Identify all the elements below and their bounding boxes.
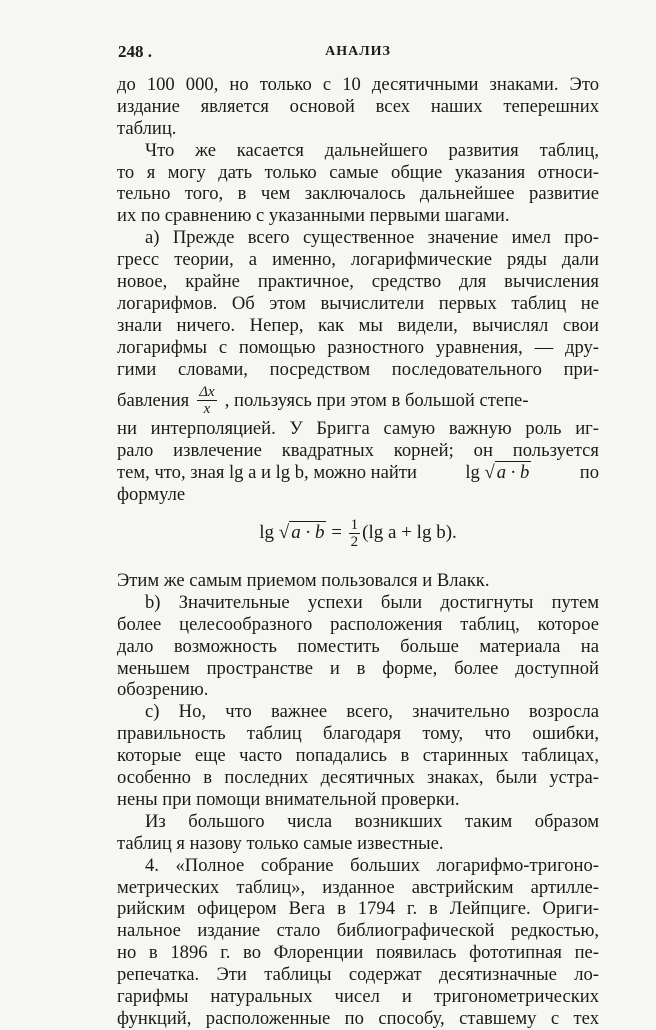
formula-equals: =: [331, 522, 342, 544]
text-line: гарифмы натуральных чисел и тригонометрических: [117, 985, 599, 1007]
text-line: гими словами, посредством последовательного при-: [117, 358, 599, 380]
text-line: обозрению.: [117, 679, 209, 701]
text-line: правильность таблиц благодаря тому, что ошибки,: [117, 723, 599, 745]
text-line: тельно того, в чем заключалось дальнейшее развитие: [117, 183, 599, 205]
page-header: [118, 42, 598, 66]
text-line: рийским офицером Вега в 1794 г. в Лейпциге. Ориги-: [117, 898, 599, 920]
text-line: логарифмы с помощью разностного уравнения, — дру-: [117, 336, 599, 358]
text-line-with-root: [117, 462, 599, 484]
page-number: 248 .: [118, 42, 152, 61]
text-line: 4. «Полное собрание больших логарифмо-тригоно-: [145, 854, 599, 876]
text-line: до 100 000, но только с 10 десятичными знаками. Это: [117, 74, 599, 95]
formula-rhs: (lg a + lg b).: [362, 522, 457, 544]
body-text: [117, 74, 599, 1030]
delta-x-fraction: [197, 384, 216, 417]
text-line: формуле: [117, 484, 186, 506]
formula-fraction: $\frac{1}{2}$: [350, 516, 359, 550]
running-head: АНАЛИЗ: [325, 44, 391, 59]
text-fragment: , пользуясь при этом в большой степе-: [224, 389, 529, 411]
text-line: новое, крайне практичное, средство для вычисления: [117, 271, 599, 293]
text-line: которые еще часто попадались в старинных таблицах,: [117, 745, 599, 767]
text-line: меньшем пространстве и в форме, более доступной: [117, 657, 599, 679]
text-line: нены при помощи внимательной проверки.: [117, 788, 460, 810]
text-line: нальное издание стало библиографической редкостью,: [117, 920, 599, 942]
text-line: Из большого числа возникших таким образом: [145, 810, 599, 832]
text-line: знали ничего. Непер, как мы видели, вычислял свои: [117, 314, 599, 336]
text-line-with-fraction: [117, 382, 599, 418]
text-fragment: тем, что, зная lg a и lg b, можно найти: [117, 462, 417, 484]
text-line: рало извлечение квадратных корней; он пользуется: [117, 440, 599, 462]
text-line: гресс теории, а именно, логарифмические ряды дали: [117, 249, 599, 271]
display-formula: [117, 510, 599, 556]
text-line: метрических таблиц», изданное австрийским артилле-: [117, 876, 599, 898]
text-line: функций, расположенные по способу, ставшему с тех: [117, 1007, 599, 1029]
fraction-numerator: Δx: [199, 383, 215, 400]
text-line: издание является основой всех наших теперешних: [117, 95, 599, 117]
lg-root-expression: lg √ a · b: [465, 462, 530, 484]
text-line: более целесообразного расположения таблиц, которое: [117, 613, 599, 635]
text-line: таблиц я назову только самые известные.: [117, 832, 444, 854]
text-line: их по сравнению с указанными первыми шагами.: [117, 205, 510, 227]
text-fragment: по: [579, 462, 600, 484]
text-line: Что же касается дальнейшего развития таблиц,: [145, 139, 599, 161]
text-line: таблиц.: [117, 117, 177, 139]
text-line: особенно в последних десятичных знаках, были устра-: [117, 767, 599, 789]
text-line: но в 1896 г. во Флоренции появилась фототипная пе-: [117, 942, 599, 964]
text-line: c) Но, что важнее всего, значительно возросла: [145, 701, 599, 723]
text-line: b) Значительные успехи были достигнуты путем: [145, 591, 599, 613]
formula-lhs: lg √ a · b: [259, 522, 325, 544]
text-line: логарифмов. Об этом вычислители первых таблиц не: [117, 292, 599, 314]
text-line: дало возможность поместить больше материала на: [117, 635, 599, 657]
text-line: то я могу дать только самые общие указания относи-: [117, 161, 599, 183]
text-fragment: бавления: [117, 389, 190, 411]
text-line: a) Прежде всего существенное значение имел про-: [145, 227, 599, 249]
text-line: Этим же самым приемом пользовался и Влакк.: [117, 570, 490, 592]
text-line: репечатка. Эти таблицы содержат десятизначные ло-: [117, 964, 599, 986]
text-line: ни интерполяцией. У Бригга самую важную роль иг-: [117, 418, 599, 440]
fraction-denominator: x: [203, 400, 211, 417]
